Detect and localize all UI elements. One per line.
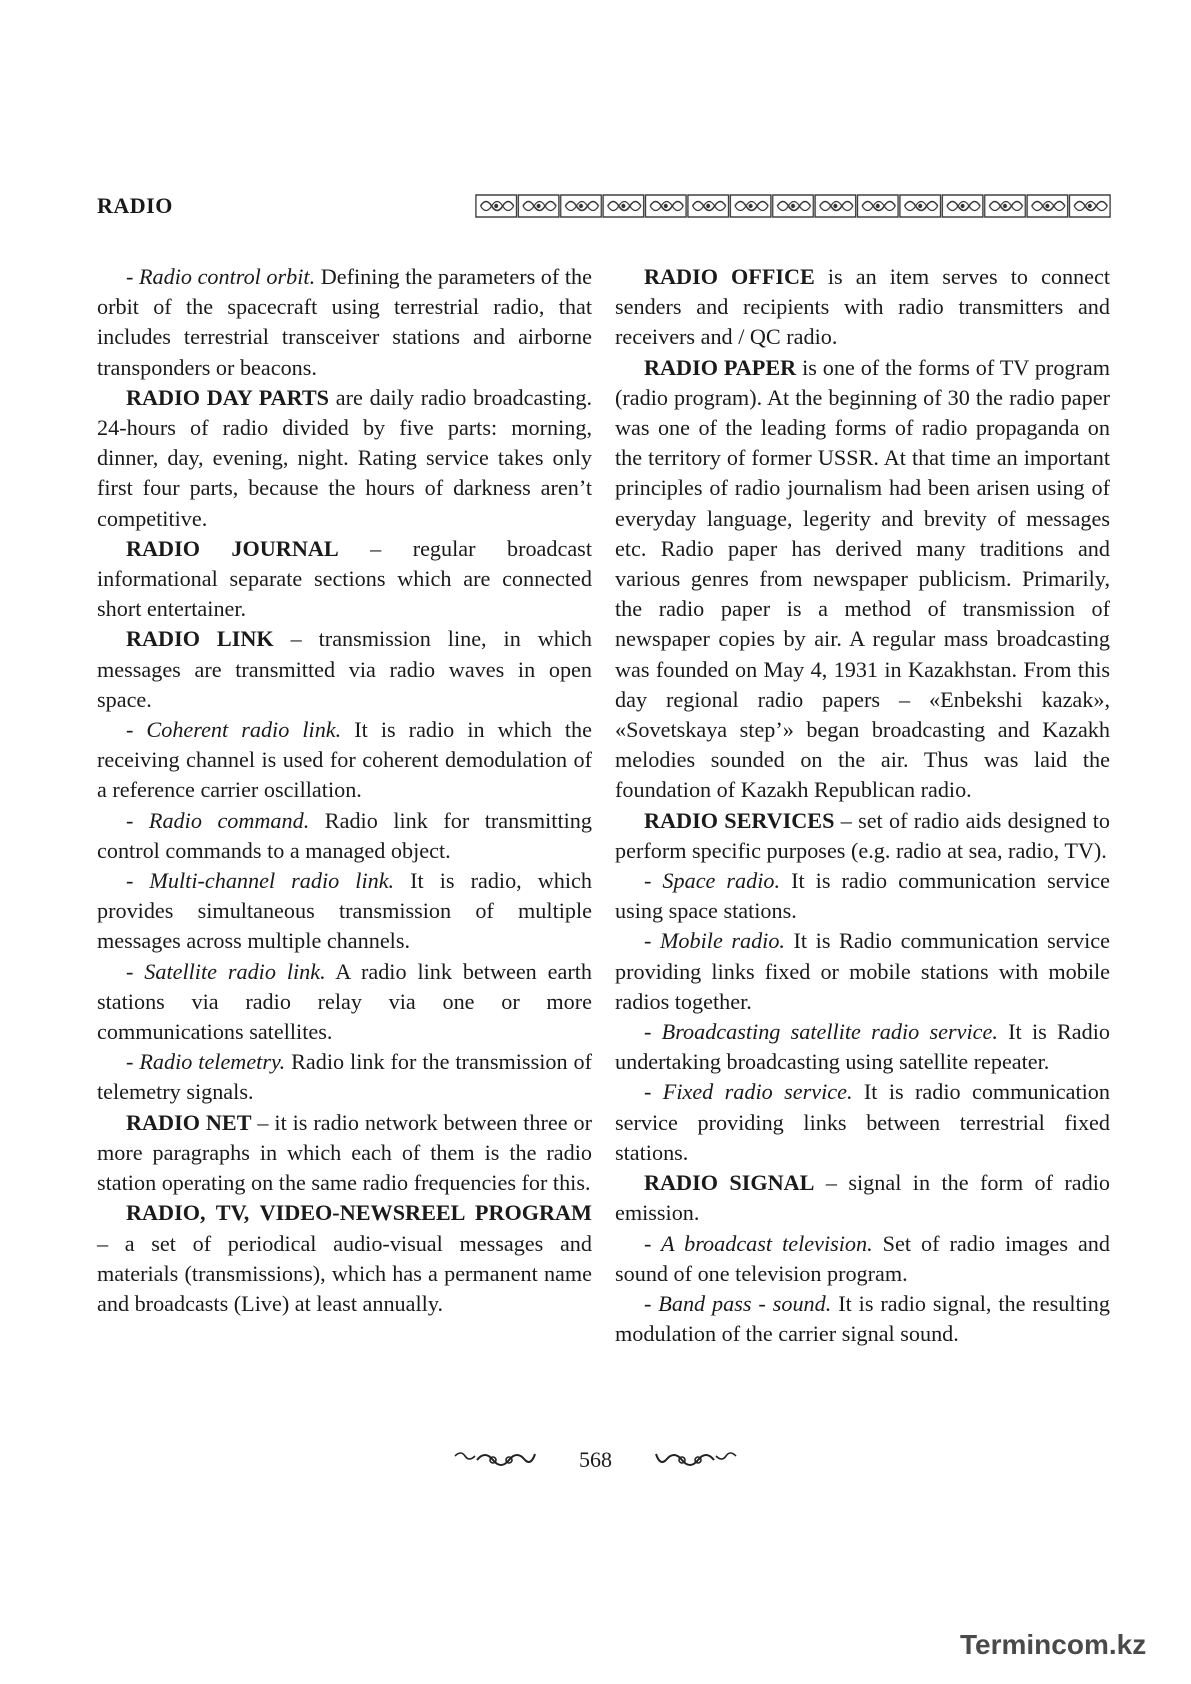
entry-text: Set of radio images and sound of one television program. [615, 1230, 1110, 1286]
entry [615, 806, 1110, 866]
subentry-label: - Satellite radio link. [126, 958, 326, 984]
subentry-label: - Space radio. [644, 868, 781, 894]
subentry-label: - Band pass - sound. [644, 1290, 832, 1316]
entry [97, 806, 592, 866]
subentry-label: - Coherent radio link. [126, 717, 342, 743]
entry-text: are daily radio broadcasting. 24-hours of radio divided by five parts: morning, dinner, day, evening, night. Rating service takes only first four parts, because the hours of darkness aren’t competitive. [97, 384, 592, 531]
subentry-label: - Broadcasting satellite radio service. [644, 1019, 998, 1045]
page-header [97, 188, 1111, 224]
right-column [615, 262, 1110, 1349]
entry [615, 926, 1110, 1017]
entry [97, 383, 592, 534]
watermark-logo-icon [960, 1624, 1146, 1666]
flourish-right-icon [654, 1448, 740, 1472]
entry [615, 1289, 1110, 1349]
entry-text: – regular broadcast informational separate sections which are connected short entertainer. [97, 535, 592, 622]
entry-term: RADIO PAPER [644, 354, 797, 380]
entry [97, 1198, 592, 1319]
entry [615, 1229, 1110, 1289]
subentry-label: - Multi-channel radio link. [126, 868, 395, 894]
entry [615, 1168, 1110, 1228]
entry-text: It is radio signal, the resulting modulation of the carrier signal sound. [615, 1290, 1110, 1347]
subentry-label: - Mobile radio. [644, 928, 785, 954]
entry-text: It is radio in which the receiving channel is used for coherent demodulation of a reference carrier oscillation. [97, 717, 592, 803]
entry-text: It is radio communication service using space stations. [615, 868, 1110, 924]
ornament-band [475, 193, 1111, 219]
left-column [97, 262, 592, 1319]
entry-term: RADIO SIGNAL [644, 1170, 815, 1196]
entry-text: It is Radio communication service providing links fixed or mobile stations with mobile radios together. [615, 928, 1110, 1014]
entry-term: RADIO LINK [126, 626, 274, 652]
entry-term: RADIO JOURNAL [126, 535, 339, 561]
subentry-label: - Radio control orbit. [126, 264, 316, 289]
entry-text: Radio link for transmitting control commands to a managed object. [97, 807, 592, 863]
entry-text: It is radio, which provides simultaneous transmission of multiple messages across multiple channels. [97, 868, 592, 954]
entry-term: RADIO DAY PARTS [126, 384, 329, 410]
subentry-label: - A broadcast television. [644, 1230, 873, 1256]
entry [97, 534, 592, 625]
entry-text: It is radio communication service providing links between terrestrial fixed stations. [615, 1079, 1110, 1165]
entry-term: RADIO, TV, VIDEO-NEWSREEL PROGRAM [126, 1200, 592, 1226]
entry-text: Radio link for the transmission of telemetry signals. [97, 1049, 592, 1105]
entry-text: – transmission line, in which messages are transmitted via radio waves in open space. [97, 626, 592, 712]
flourish-left-icon [451, 1448, 537, 1472]
entry-text: – set of radio aids designed to perform specific purposes (e.g. radio at sea, radio, TV). [615, 807, 1110, 863]
entry-term: RADIO NET [126, 1109, 252, 1135]
subentry-label: - Fixed radio service. [644, 1079, 853, 1105]
entry-text: – it is radio network between three or more paragraphs in which each of them is the radio station operating on the same radio frequencies for this. [97, 1109, 592, 1196]
entry [615, 866, 1110, 926]
entry [97, 1108, 592, 1199]
subentry-label: - Radio telemetry. [126, 1049, 286, 1075]
entry [97, 262, 592, 383]
running-head: RADIO [97, 193, 173, 218]
watermark-text: Termincom.kz [960, 1629, 1147, 1660]
entry-text: is one of the forms of TV program (radio program). At the beginning of 30 the radio paper was one of the leading forms of radio propaganda on the territory of former USSR. At that time an important principles of radio journalism had been arisen using of everyday language, legerity and brevity of messages etc. Radio paper has derived many traditions and various genres from newspaper publicism. Primarily, the radio paper is a method of transmission of newspaper copies by air. A regular mass broadcasting was founded on May 4, 1931 in Kazakhstan. From this day regional radio papers – «Enbekshi kazak», «Sovetskaya step’» began broadcasting and Kazakh melodies sounded on the air. Thus was laid the foundation of Kazakh Republican radio. [615, 354, 1111, 803]
entry-text: – signal in the form of radio emission. [615, 1170, 1110, 1226]
entry-text: Defining the parameters of the orbit of the spacecraft using terrestrial radio, that includes terrestrial transceiver stations and airborne transponders or beacons. [97, 264, 592, 380]
entry-text: A radio link between earth stations via radio relay via one or more communications satellites. [97, 958, 592, 1045]
entry-term: RADIO SERVICES [644, 807, 835, 833]
entry [615, 353, 1110, 806]
entry-text: is an item serves to connect senders and recipients with radio transmitters and receivers and / QC radio. [615, 264, 1110, 350]
subentry-label: - Radio command. [126, 807, 310, 833]
entry [615, 262, 1110, 353]
entry-text: – a set of periodical audio-visual messages and materials (transmissions), which has a permanent name and broadcasts (Live) at least annually. [97, 1230, 592, 1316]
entry [97, 957, 592, 1048]
page-number: 568 [579, 1447, 612, 1472]
entry-text: It is Radio undertaking broadcasting using satellite repeater. [615, 1019, 1111, 1075]
entry [97, 624, 592, 715]
page-footer [0, 1440, 1191, 1480]
entry-term: RADIO OFFICE [644, 264, 815, 289]
entry [97, 866, 592, 957]
entry [97, 715, 592, 806]
entry [97, 1047, 592, 1107]
entry [615, 1077, 1110, 1168]
entry [615, 1017, 1110, 1077]
